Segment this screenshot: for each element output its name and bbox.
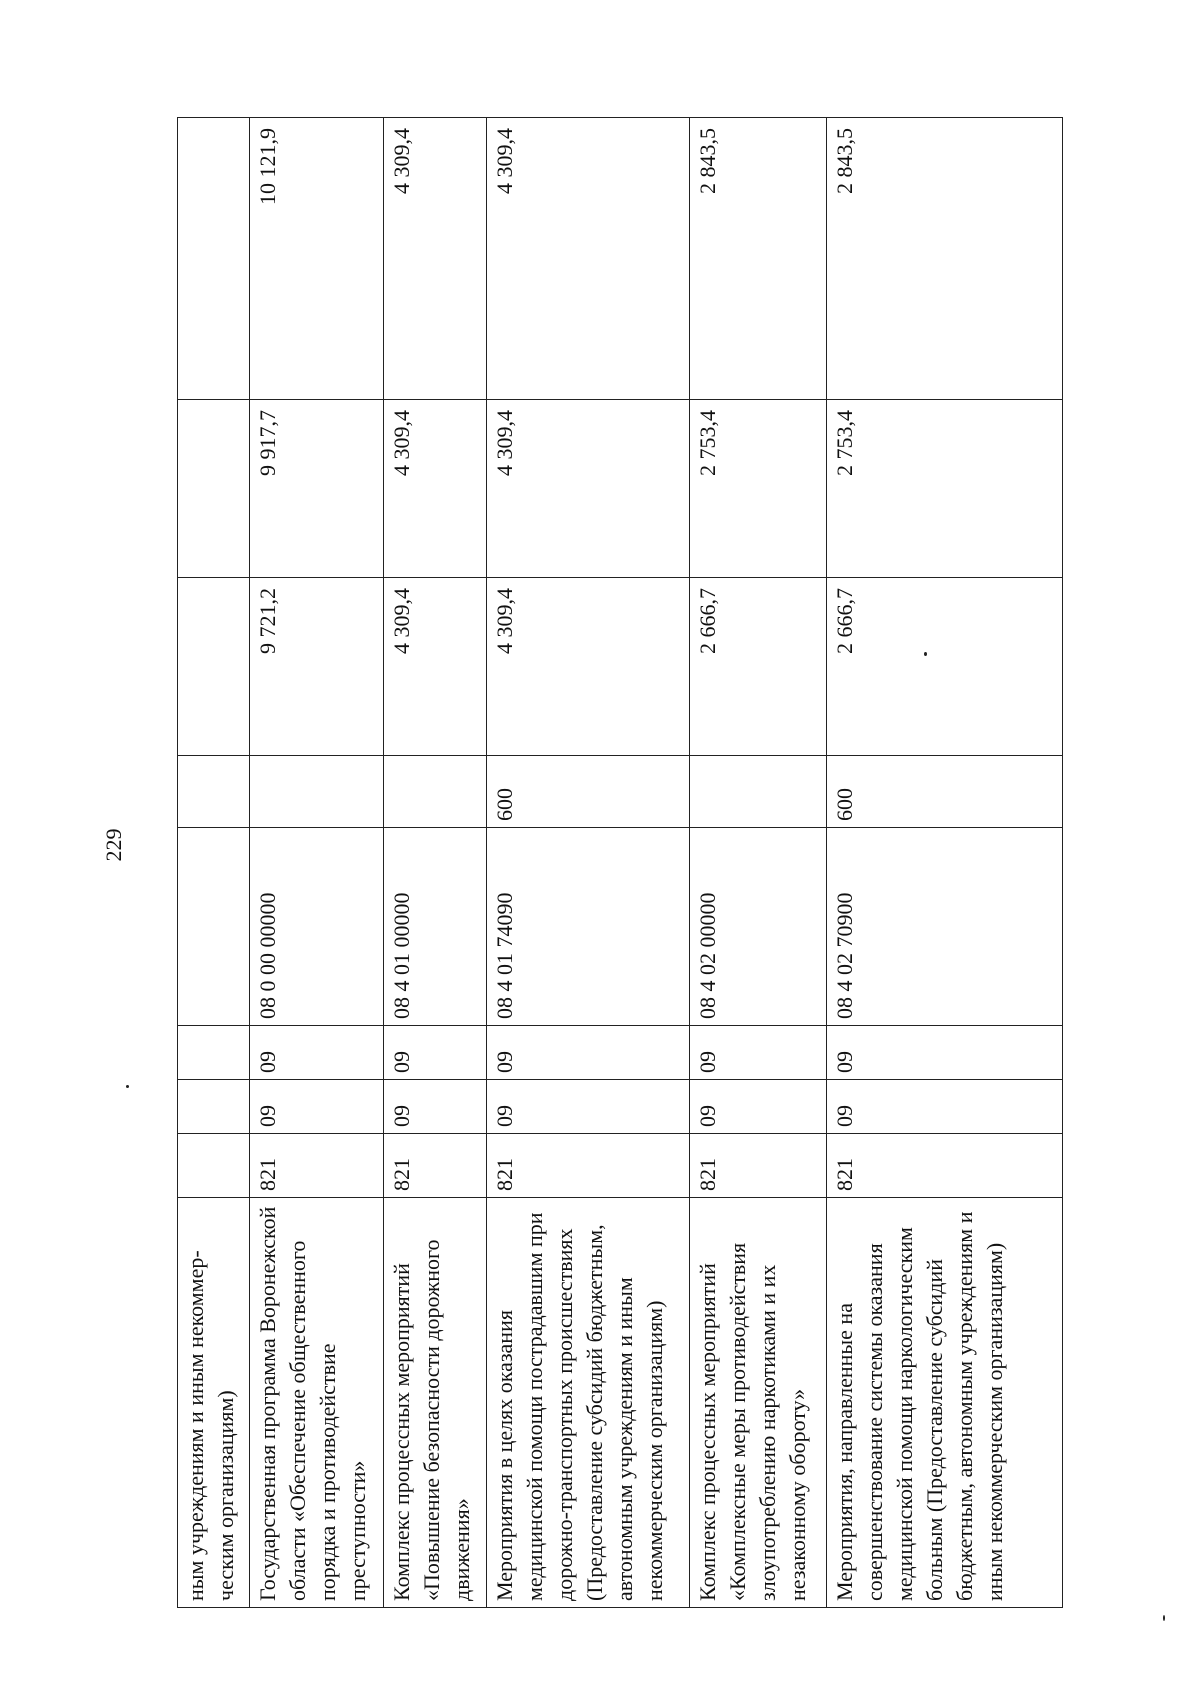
table-row [178, 118, 250, 1608]
expense-type-code: 600 [487, 756, 689, 828]
amount-year-3: 2 843,5 [827, 118, 1063, 400]
row-name: Мероприятия, направленные на совершенствование системы оказания медицинской помощи наркологическим больным (Предоставление субсидий бюджетным, автономным учреждениям и иным некоммерческим организациям) [827, 1198, 1063, 1608]
row-name: Государственная программа Воронежской области «Обеспечение общественного порядка и противодействие преступности» [250, 1198, 383, 1608]
scan-speck [1163, 1615, 1165, 1621]
expense-type-code [383, 756, 487, 828]
row-name: Комплекс процессных мероприятий «Комплексные меры противодействия злоупотреблению наркотиками и их незаконному обороту» [689, 1198, 826, 1608]
page-number: 229 [101, 828, 126, 862]
amount-year-2: 4 309,4 [487, 400, 689, 578]
expense-type-code [689, 756, 826, 828]
amount-year-1: 4 309,4 [487, 578, 689, 756]
target-article-code: 08 4 01 00000 [383, 828, 487, 1026]
scan-speck [126, 1085, 129, 1088]
section-code: 09 [250, 1080, 383, 1134]
amount-year-1 [178, 578, 250, 756]
amount-year-2: 9 917,7 [250, 400, 383, 578]
target-article-code [178, 828, 250, 1026]
subsection-code [178, 1026, 250, 1080]
budget-table-rotated [177, 118, 1063, 1608]
target-article-code: 08 4 02 00000 [689, 828, 826, 1026]
target-article-code: 08 4 01 74090 [487, 828, 689, 1026]
amount-year-2: 2 753,4 [827, 400, 1063, 578]
grbs-code: 821 [383, 1134, 487, 1198]
expense-type-code: 600 [827, 756, 1063, 828]
amount-year-1: 2 666,7 [689, 578, 826, 756]
subsection-code: 09 [827, 1026, 1063, 1080]
target-article-code: 08 0 00 00000 [250, 828, 383, 1026]
grbs-code [178, 1134, 250, 1198]
subsection-code: 09 [487, 1026, 689, 1080]
subsection-code: 09 [689, 1026, 826, 1080]
amount-year-3: 4 309,4 [487, 118, 689, 400]
amount-year-3: 10 121,9 [250, 118, 383, 400]
grbs-code: 821 [689, 1134, 826, 1198]
row-name: Мероприятия в целях оказания медицинской помощи пострадавшим при дорожно-транспортных происшествиях (Предоставление субсидий бюджетным, автономным учреждениям и иным некоммерческим организациям) [487, 1198, 689, 1608]
table-row [689, 118, 826, 1608]
section-code: 09 [383, 1080, 487, 1134]
grbs-code: 821 [487, 1134, 689, 1198]
grbs-code: 821 [250, 1134, 383, 1198]
amount-year-1: 9 721,2 [250, 578, 383, 756]
section-code: 09 [689, 1080, 826, 1134]
expense-type-code [250, 756, 383, 828]
table-row [487, 118, 689, 1608]
section-code: 09 [827, 1080, 1063, 1134]
amount-year-2: 2 753,4 [689, 400, 826, 578]
table-row [827, 118, 1063, 1608]
subsection-code: 09 [250, 1026, 383, 1080]
grbs-code: 821 [827, 1134, 1063, 1198]
row-name: Комплекс процессных мероприятий «Повышение безопасности дорожного движения» [383, 1198, 487, 1608]
amount-year-3 [178, 118, 250, 400]
amount-year-1: 4 309,4 [383, 578, 487, 756]
row-name: ным учреждениям и иным некоммер-ческим организациям) [178, 1198, 250, 1608]
table-row [250, 118, 383, 1608]
section-code: 09 [487, 1080, 689, 1134]
table-row [383, 118, 487, 1608]
subsection-code: 09 [383, 1026, 487, 1080]
expense-type-code [178, 756, 250, 828]
amount-year-3: 2 843,5 [689, 118, 826, 400]
target-article-code: 08 4 02 70900 [827, 828, 1063, 1026]
amount-year-3: 4 309,4 [383, 118, 487, 400]
amount-year-2: 4 309,4 [383, 400, 487, 578]
budget-table [177, 117, 1063, 1608]
section-code [178, 1080, 250, 1134]
amount-year-2 [178, 400, 250, 578]
amount-year-1: 2 666,7 [827, 578, 1063, 756]
